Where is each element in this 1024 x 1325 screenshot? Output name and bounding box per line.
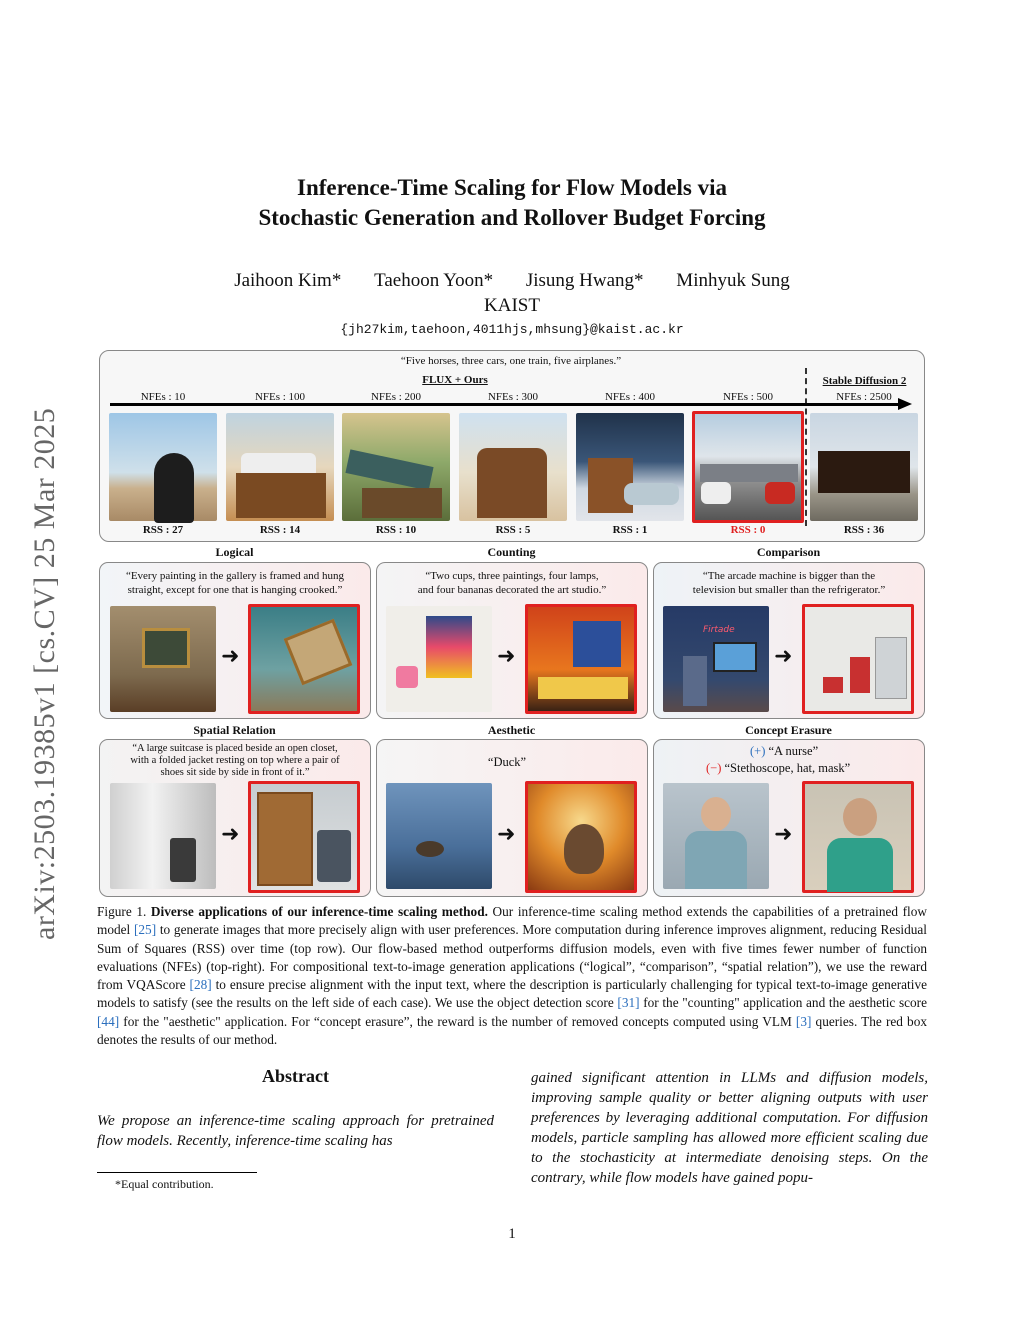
panel-prompt-positive <box>750 744 818 758</box>
panel-image-ours <box>802 781 914 893</box>
panel-prompt: “A large suitcase is placed beside an open closet, <box>132 743 338 754</box>
nfe-label: NFEs : 100 <box>254 391 306 403</box>
television <box>823 677 843 693</box>
duck <box>416 841 444 857</box>
closet <box>257 792 313 886</box>
affiliation: KAIST <box>484 295 540 316</box>
cup <box>396 666 418 688</box>
panel-image-baseline <box>110 783 216 889</box>
panel-title: Concept Erasure <box>745 723 832 737</box>
panel-prompt: and four bananas decorated the art studio.” <box>417 584 607 596</box>
painting <box>573 621 621 667</box>
panel-image-baseline <box>663 783 769 889</box>
panel-image-ours <box>248 781 360 893</box>
rss-label: RSS : 1 <box>612 524 648 536</box>
rss-label: RSS : 14 <box>259 524 301 536</box>
author: Minhyuk Sung <box>676 270 790 291</box>
minus-marker: (−) <box>706 761 722 775</box>
caption-text: for the "counting" application and the aesthetic score <box>639 995 927 1011</box>
arcade-sign: Firtade <box>703 625 735 635</box>
panel-prompt: straight, except for one that is hanging crooked.” <box>127 584 343 596</box>
rss-label: RSS : 10 <box>375 524 417 536</box>
right-arrow-icon: ➜ <box>774 822 793 847</box>
panel-image-baseline <box>110 606 216 712</box>
nfe-label: NFEs : 400 <box>604 391 656 403</box>
panel-image-baseline <box>386 783 492 889</box>
divider-line <box>805 368 807 526</box>
paper-title-line2: Stochastic Generation and Rollover Budget Forcing <box>258 205 766 230</box>
horses <box>818 451 910 493</box>
face <box>843 798 877 836</box>
citation-link[interactable]: [3] <box>795 1013 812 1029</box>
nfe-label: NFEs : 2500 <box>836 391 892 403</box>
bananas <box>538 677 628 699</box>
generated-image-sd <box>810 413 918 521</box>
generated-image <box>226 413 334 521</box>
horses <box>477 448 547 518</box>
flux-label: FLUX + Ours <box>422 374 488 386</box>
positive-concept: “A nurse” <box>768 744 819 758</box>
caption-text: to ensure precise alignment with the input text, where the description is particularly challenging for typical text-to-image generative models to satisfy (see the results on the left side of each case). We use the object detection score <box>97 977 927 1011</box>
plus-marker: (+) <box>750 744 766 758</box>
panel-title: Logical <box>215 545 254 559</box>
caption-label: Figure 1. <box>97 904 147 919</box>
caption-bold: Diverse applications of our inference-time scaling method. <box>150 904 488 919</box>
caption-text: to generate images that more precisely align with user preferences. More computation during inference improves alignment, reducing Residual Sum of Squares (RSS) over time (top row). Our flow-based method outperforms diffusion models, even with five times fewer number of function evaluations (NFEs) (top-right). For compositional text-to-image generation applications (“logical”, “comparison”, “spatial relation”), we use the reward from VQAScore <box>97 922 927 993</box>
television <box>713 642 757 672</box>
car <box>624 483 679 505</box>
panel-title: Comparison <box>756 545 821 559</box>
author-list <box>0 270 1024 292</box>
suitcase <box>317 830 351 882</box>
panel-prompt: with a folded jacket resting on top where a pair of <box>130 755 340 766</box>
abstract-heading: Abstract <box>262 1066 329 1086</box>
train <box>345 449 433 490</box>
crooked-painting <box>284 619 353 686</box>
car <box>765 482 795 504</box>
panel-image-baseline <box>386 606 492 712</box>
panel-title: Spatial Relation <box>193 723 276 737</box>
suitcase <box>170 838 196 882</box>
panel-prompt: “Two cups, three paintings, four lamps, <box>425 570 599 582</box>
train <box>700 464 798 482</box>
person-silhouette <box>154 453 194 523</box>
author-emails: {jh27kim,taehoon,4011hjs,mhsung}@kaist.ac.kr <box>340 322 684 337</box>
car <box>701 482 731 504</box>
caption-text: Our inference-time scaling method extends the capabilities of a pretrained flow model <box>97 904 928 938</box>
panel-image-baseline <box>663 606 769 712</box>
panel-prompt: “Duck” <box>487 755 527 769</box>
nfe-label: NFEs : 10 <box>140 391 186 403</box>
generated-image <box>576 413 684 521</box>
author: Jaihoon Kim* <box>234 270 342 291</box>
right-arrow-icon: ➜ <box>221 644 240 669</box>
panel-prompt: television but smaller than the refrigerator.” <box>692 584 886 596</box>
nfe-label: NFEs : 300 <box>487 391 539 403</box>
refrigerator <box>875 637 907 699</box>
panel-prompt: “The arcade machine is bigger than the <box>702 570 876 582</box>
author: Taehoon Yoon* <box>374 270 494 291</box>
time-arrow <box>110 403 900 406</box>
rss-label: RSS : 5 <box>495 524 531 536</box>
rss-label: RSS : 36 <box>843 524 885 536</box>
right-arrow-icon: ➜ <box>774 644 793 669</box>
generated-image <box>342 413 450 521</box>
right-arrow-icon: ➜ <box>497 822 516 847</box>
time-arrow-head <box>898 398 912 410</box>
sd-label: Stable Diffusion 2 <box>822 375 907 387</box>
arcade-machine <box>683 656 707 706</box>
panel-prompt-negative <box>706 761 850 775</box>
abstract-text-right: gained significant attention in LLMs and diffusion models, improving sample quality or better aligning outputs with user preferences by leveraging additional computation. For diffusion models, particle sampling has allowed more efficient scaling due to the stochasticity at intermediate denoising steps. On the contrary, while flow models have gained popu- <box>531 1070 928 1186</box>
citation-link[interactable]: [44] <box>97 1013 120 1029</box>
panel-prompt: “Every painting in the gallery is framed and hung <box>125 570 345 582</box>
scrubs <box>827 838 893 892</box>
panel-image-ours <box>802 604 914 714</box>
panel-image-ours <box>248 604 360 714</box>
nfe-label: NFEs : 200 <box>370 391 422 403</box>
right-arrow-icon: ➜ <box>497 644 516 669</box>
panel-image-ours <box>525 604 637 714</box>
generated-image <box>459 413 567 521</box>
scrubs <box>685 831 747 889</box>
citation-link[interactable]: [31] <box>617 995 640 1011</box>
citation-link[interactable]: [28] <box>189 977 212 993</box>
painting <box>426 616 472 678</box>
arcade-machine <box>850 657 870 693</box>
footnote: *Equal contribution. <box>115 1177 214 1191</box>
panel-prompt: shoes sit side by side in front of it.” <box>160 767 310 778</box>
caption-text: for the "aesthetic" application. For “concept erasure”, the reward is the number of removed concepts computed using VLM <box>119 1013 796 1029</box>
negative-concepts: “Stethoscope, hat, mask” <box>724 761 851 775</box>
footnote-rule <box>97 1172 257 1173</box>
generated-image <box>109 413 217 521</box>
panel-title: Counting <box>487 545 536 559</box>
right-arrow-icon: ➜ <box>221 822 240 847</box>
painting <box>142 628 190 668</box>
panel-image-ours <box>525 781 637 893</box>
paper-title-line1: Inference-Time Scaling for Flow Models via <box>297 175 727 200</box>
duck <box>564 824 604 874</box>
rss-label: RSS : 27 <box>142 524 184 536</box>
page-number: 1 <box>508 1226 516 1242</box>
face <box>701 797 731 831</box>
arxiv-identifier: arXiv:2503.19385v1 [cs.CV] 25 Mar 2025 <box>28 407 61 940</box>
rss-label-ours: RSS : 0 <box>730 524 766 536</box>
nfe-label: NFEs : 500 <box>722 391 774 403</box>
generated-image-ours <box>692 411 804 523</box>
citation-link[interactable]: [25] <box>133 922 157 938</box>
abstract-text-left: We propose an inference-time scaling approach for pretrained flow models. Recently, inference-time scaling has <box>97 1113 494 1149</box>
figure-caption <box>97 903 927 1049</box>
panel-title: Aesthetic <box>487 723 536 737</box>
top-prompt: “Five horses, three cars, one train, five airplanes.” <box>400 355 622 367</box>
horses <box>236 473 326 518</box>
author: Jisung Hwang* <box>525 270 644 291</box>
horses <box>362 488 442 518</box>
caption-text: queries. The red box denotes the results of our method. <box>97 1013 927 1048</box>
